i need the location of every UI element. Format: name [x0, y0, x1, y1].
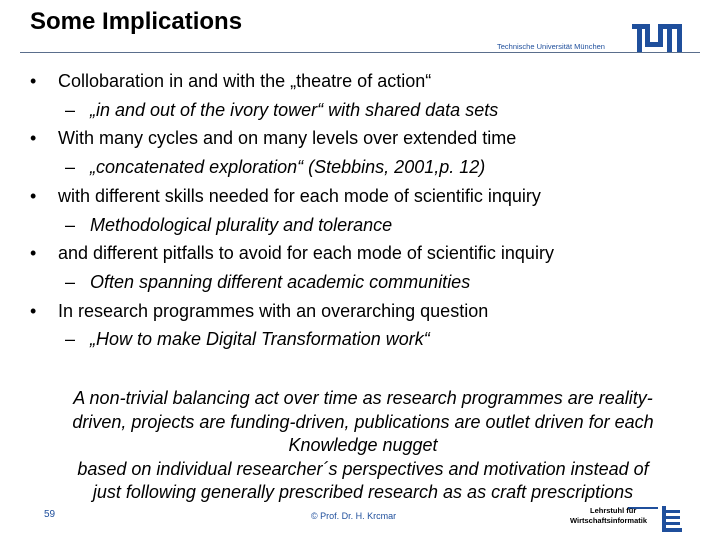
sub-bullet-item: – „in and out of the ivory tower“ with shared data sets	[65, 99, 499, 120]
bullet-item: • with different skills needed for each mode of scientific inquiry	[30, 185, 541, 206]
university-name: Technische Universität München	[497, 42, 605, 51]
page-number: 59	[44, 509, 56, 520]
chair-logo-text: Lehrstuhl für Wirtschaftsinformatik	[570, 506, 648, 525]
chair-logo-mark	[660, 506, 682, 532]
header-divider	[20, 52, 700, 53]
sub-bullet-item: – Often spanning different academic communities	[65, 271, 471, 292]
bullet-item: • In research programmes with an overarching question	[30, 300, 489, 321]
tum-logo	[632, 24, 684, 52]
summary-paragraph	[30, 387, 696, 505]
summary-line: A non-trivial balancing act over time as research programmes are reality-	[73, 388, 653, 408]
sub-bullet-item: – „concatenated exploration“ (Stebbins, 2001,p. 12)	[65, 157, 486, 178]
sub-bullet-item: – „How to make Digital Transformation work“	[65, 329, 430, 350]
bullet-item: • With many cycles and on many levels over extended time	[30, 128, 517, 149]
bullet-list	[30, 67, 700, 354]
summary-line: just following generally prescribed research as as craft prescriptions	[92, 482, 634, 502]
bullet-item: • Collobaration in and with the „theatre of action“	[30, 71, 432, 91]
footer-copyright: © Prof. Dr. H. Krcmar	[311, 511, 397, 521]
bullet-item: • and different pitfalls to avoid for each mode of scientific inquiry	[30, 243, 554, 264]
summary-line: Knowledge nugget	[288, 435, 438, 455]
slide-title: Some Implications	[30, 8, 243, 35]
summary-line: based on individual researcher´s perspectives and motivation instead of	[77, 458, 649, 479]
summary-line: driven, projects are funding-driven, publications are outlet driven for each	[72, 411, 654, 432]
chair-logo	[570, 506, 682, 534]
sub-bullet-item: – Methodological plurality and tolerance	[65, 214, 393, 235]
